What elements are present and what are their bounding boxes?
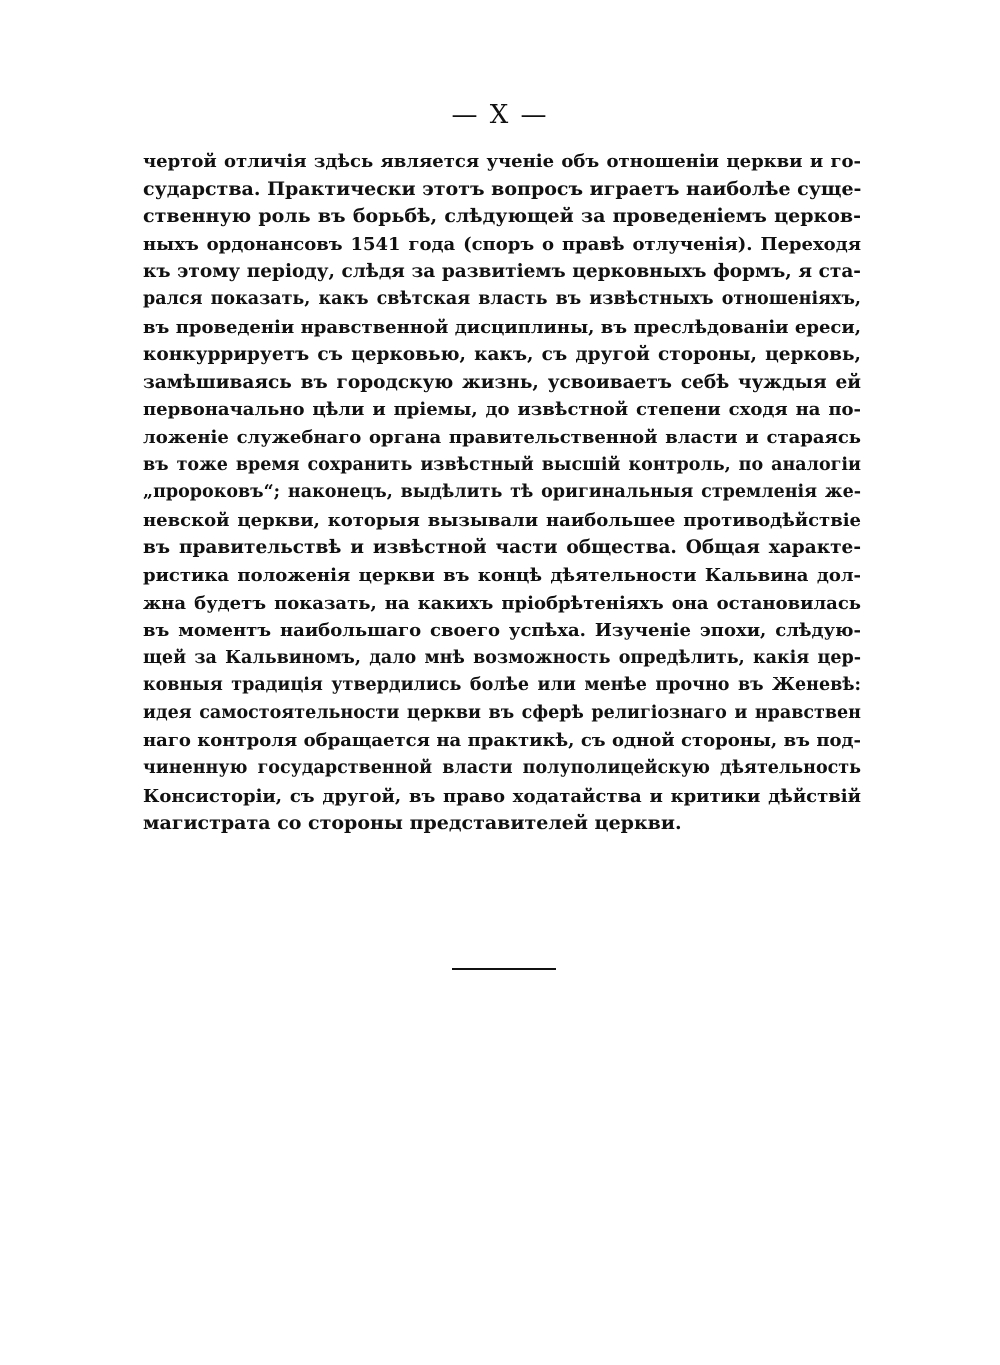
- text-line: замѣшиваясь въ городскую жизнь, усвоиваетъ себѣ чуждыя ей: [143, 371, 861, 393]
- text-line: „пророковъ“; наконецъ, выдѣлить тѣ оригинальныя стремленія же-: [143, 482, 861, 503]
- text-line: сударства. Практически этотъ вопросъ играетъ наиболѣе суще-: [143, 177, 861, 200]
- text-line: рался показать, какъ свѣтская власть въ извѣстныхъ отношеніяхъ,: [143, 288, 861, 309]
- text-line: въ проведеніи нравственной дисциплины, въ преслѣдованіи ереси,: [143, 316, 861, 338]
- text-line: въ тоже время сохранить извѣстный высшій контроль, по аналогіи: [143, 454, 861, 475]
- text-line: первоначально цѣли и пріемы, до извѣстной степени сходя на по-: [143, 399, 861, 421]
- text-line: чиненную государственной власти полуполицейскую дѣятельность: [143, 758, 861, 779]
- text-line: щей за Кальвиномъ, дало мнѣ возможность опредѣлить, какія цер-: [143, 647, 861, 668]
- body-paragraph: [143, 148, 861, 838]
- text-line: къ этому періоду, слѣдя за развитіемъ церковныхъ формъ, я ста-: [143, 261, 861, 283]
- text-line: ныхъ ордонансовъ 1541 года (споръ о правѣ отлученія). Переходя: [143, 233, 861, 255]
- text-line-last: магистрата со стороны представителей церкви.: [143, 812, 682, 835]
- text-line: конкуррируетъ съ церковью, какъ, съ другой стороны, церковь,: [143, 344, 861, 366]
- text-line: въ правительствѣ и извѣстной части общества. Общая характе-: [143, 537, 861, 559]
- text-line: ственную роль въ борьбѣ, слѣдующей за проведеніемъ церков-: [143, 205, 861, 228]
- text-line: жна будетъ показать, на какихъ пріобрѣтеніяхъ она остановилась: [143, 592, 861, 614]
- section-end-rule: [452, 968, 556, 970]
- text-line: идея самостоятельности церкви въ сферѣ религіознаго и нравствен: [143, 702, 861, 723]
- text-line: въ моментъ наибольшаго своего успѣха. Изученіе эпохи, слѣдую-: [143, 620, 861, 642]
- text-line: ристика положенія церкви въ концѣ дѣятельности Кальвина дол-: [143, 564, 861, 586]
- text-line: наго контроля обращается на практикѣ, съ одной стороны, въ под-: [143, 730, 861, 752]
- text-line: чертой отличія здѣсь является ученіе объ отношеніи церкви и го-: [143, 151, 861, 172]
- page-number: — X —: [451, 100, 549, 130]
- text-line: Консисторіи, съ другой, въ право ходатайства и критики дѣйствій: [143, 785, 861, 807]
- text-line: ложеніе служебнаго органа правительственной власти и стараясь: [143, 426, 861, 448]
- text-line: ковныя традиція утвердились болѣе или менѣе прочно въ Женевѣ:: [143, 675, 861, 696]
- text-line: невской церкви, которыя вызывали наибольшее противодѣйствіе: [143, 509, 861, 531]
